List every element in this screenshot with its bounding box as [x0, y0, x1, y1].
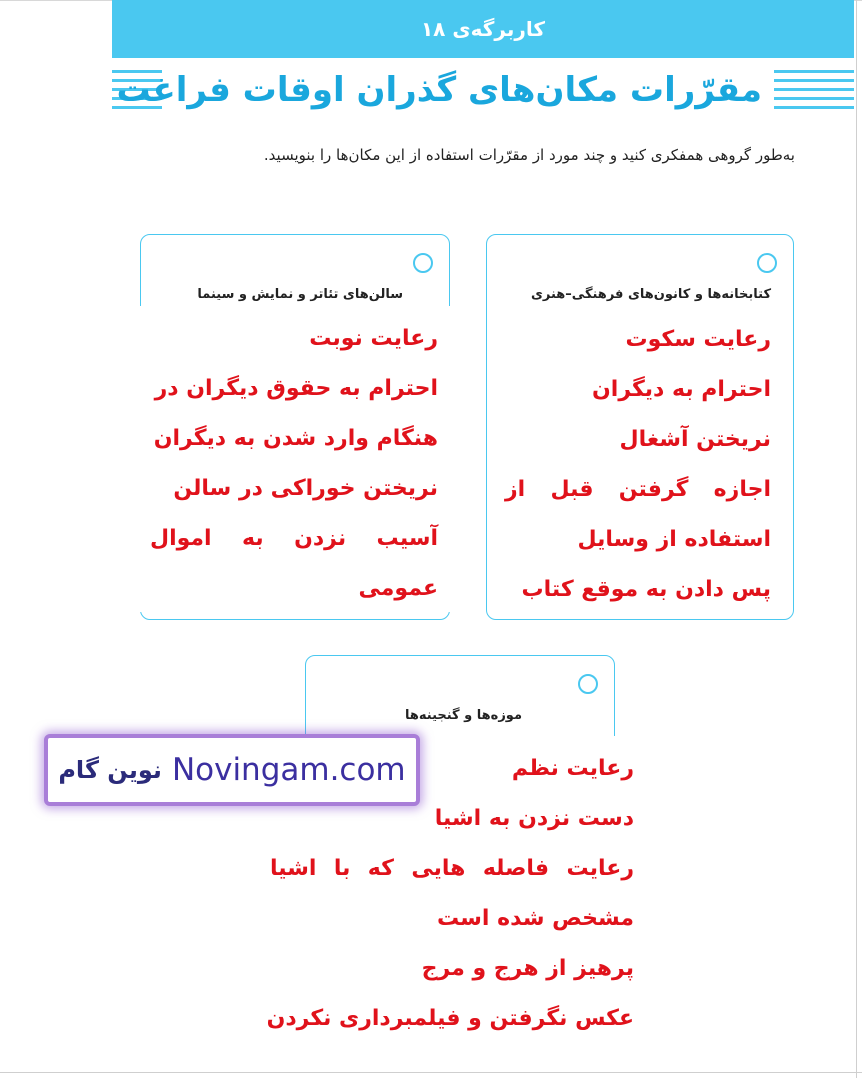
answer-line: رعایت نوبت: [309, 326, 438, 351]
answer-line: دست نزدن به اشیا: [434, 806, 634, 831]
answer-line: احترام به دیگران: [592, 377, 771, 402]
answer-line: رعایت نظم: [511, 756, 634, 781]
instruction-text: به‌طور گروهی همفکری کنید و چند مورد از مقرّرات استفاده از این مکان‌ها را بنویسید.: [263, 146, 795, 164]
checkbox-circle-icon[interactable]: [757, 253, 777, 273]
answer-line: اجازه گرفتن قبل از: [505, 477, 771, 502]
answer-line: پس دادن به موقع کتاب: [521, 577, 771, 602]
checkbox-circle-icon[interactable]: [578, 674, 598, 694]
answer-line: احترام به حقوق دیگران در: [154, 376, 438, 401]
card-libraries: [486, 234, 794, 620]
title-row: [112, 64, 854, 116]
page-bottom-border: [0, 1072, 862, 1073]
decorative-stripes-right: [774, 70, 854, 114]
answer-line: نریختن خوراکی در سالن: [173, 476, 438, 501]
checkbox-circle-icon[interactable]: [413, 253, 433, 273]
answer-line: استفاده از وسایل: [577, 527, 771, 552]
card-title: موزه‌ها و گنجینه‌ها: [404, 708, 522, 723]
card-title: سالن‌های تئاتر و نمایش و سینما: [197, 287, 403, 302]
watermark-url: Novingam.com: [171, 752, 406, 788]
card-title: کتابخانه‌ها و کانون‌های فرهنگی–هنری: [530, 287, 771, 302]
answer-line: رعایت سکوت: [625, 327, 771, 352]
answer-line: عکس نگرفتن و فیلمبرداری نکردن: [266, 1006, 634, 1031]
worksheet-header-bar: [112, 0, 854, 58]
answer-line: هنگام وارد شدن به دیگران: [153, 426, 438, 451]
worksheet-title: مقرّرات مکان‌های گذران اوقات فراغت: [116, 70, 762, 110]
answer-line: عمومی: [358, 576, 438, 601]
answer-line: آسیب نزدن به اموال: [150, 526, 438, 551]
watermark-logo: [44, 734, 420, 806]
worksheet-number: کاربرگه‌ی ۱۸: [420, 17, 546, 41]
answer-list: [150, 314, 438, 614]
answer-line: نریختن آشغال: [619, 427, 771, 452]
answer-line: رعایت فاصله هایی که با اشیا: [270, 856, 634, 881]
answer-list: [505, 315, 771, 615]
watermark-persian: نوین گام: [58, 756, 162, 784]
page-right-border: [856, 0, 857, 1078]
answer-line: مشخص شده است: [437, 906, 634, 931]
answer-line: پرهیز از هرج و مرج: [421, 956, 634, 981]
